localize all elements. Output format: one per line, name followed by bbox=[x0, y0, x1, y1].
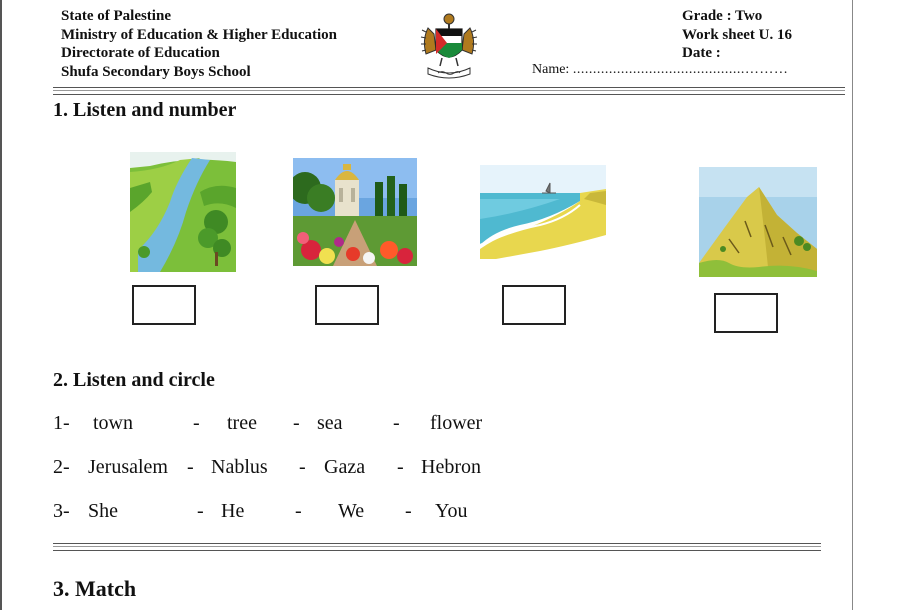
word-separator: - bbox=[393, 412, 400, 434]
row-number: 1- bbox=[53, 412, 70, 434]
header-school: Shufa Secondary Boys School bbox=[61, 63, 251, 80]
garden-shrine-photo-icon bbox=[293, 158, 417, 266]
header-state: State of Palestine bbox=[61, 8, 171, 24]
word-option[interactable]: He bbox=[221, 500, 245, 522]
number-box-2[interactable] bbox=[315, 285, 379, 325]
word-option[interactable]: town bbox=[93, 412, 133, 434]
word-separator: - bbox=[193, 412, 200, 434]
word-separator: - bbox=[187, 456, 194, 478]
page-left-border bbox=[0, 0, 2, 610]
word-option[interactable]: Hebron bbox=[421, 456, 481, 478]
number-box-1[interactable] bbox=[132, 285, 196, 325]
section-separator bbox=[53, 543, 821, 551]
river-valley-picture-icon bbox=[130, 152, 236, 272]
word-option[interactable]: We bbox=[338, 500, 365, 522]
sea-beach-picture-icon bbox=[480, 165, 606, 259]
row-number: 3- bbox=[53, 500, 70, 522]
section2-title: 2. Listen and circle bbox=[53, 369, 215, 391]
word-separator: - bbox=[397, 456, 404, 478]
palestine-eagle-emblem-icon bbox=[420, 10, 478, 80]
name-dotted-line[interactable]: ...........................................……… bbox=[572, 62, 789, 77]
word-option[interactable]: Gaza bbox=[324, 456, 366, 478]
section3-title: 3. Match bbox=[53, 576, 137, 601]
name-field[interactable] bbox=[532, 62, 788, 78]
date-field[interactable]: Date : bbox=[682, 45, 721, 61]
page-right-border bbox=[852, 0, 853, 610]
word-separator: - bbox=[197, 500, 204, 522]
word-option[interactable]: flower bbox=[430, 412, 483, 434]
word-separator: - bbox=[293, 412, 300, 434]
number-box-3[interactable] bbox=[502, 285, 566, 325]
header-separator bbox=[53, 87, 845, 95]
school-header bbox=[61, 7, 337, 81]
word-option[interactable]: You bbox=[435, 500, 468, 522]
word-option[interactable]: tree bbox=[227, 412, 257, 434]
word-option[interactable]: sea bbox=[317, 412, 343, 434]
number-box-4[interactable] bbox=[714, 293, 778, 333]
mountain-picture-icon bbox=[699, 167, 817, 277]
worksheet-info bbox=[682, 7, 792, 63]
header-directorate: Directorate of Education bbox=[61, 45, 220, 61]
name-label: Name: bbox=[532, 62, 570, 77]
word-separator: - bbox=[405, 500, 412, 522]
header-ministry: Ministry of Education & Higher Education bbox=[61, 26, 337, 43]
grade-label: Grade : Two bbox=[682, 8, 763, 24]
section1-title: 1. Listen and number bbox=[53, 99, 237, 121]
word-option[interactable]: She bbox=[88, 500, 118, 522]
word-separator: - bbox=[295, 500, 302, 522]
row-number: 2- bbox=[53, 456, 70, 478]
word-option[interactable]: Nablus bbox=[211, 456, 268, 478]
worksheet-label: Work sheet U. 16 bbox=[682, 26, 792, 43]
word-option[interactable]: Jerusalem bbox=[88, 456, 168, 478]
word-separator: - bbox=[299, 456, 306, 478]
